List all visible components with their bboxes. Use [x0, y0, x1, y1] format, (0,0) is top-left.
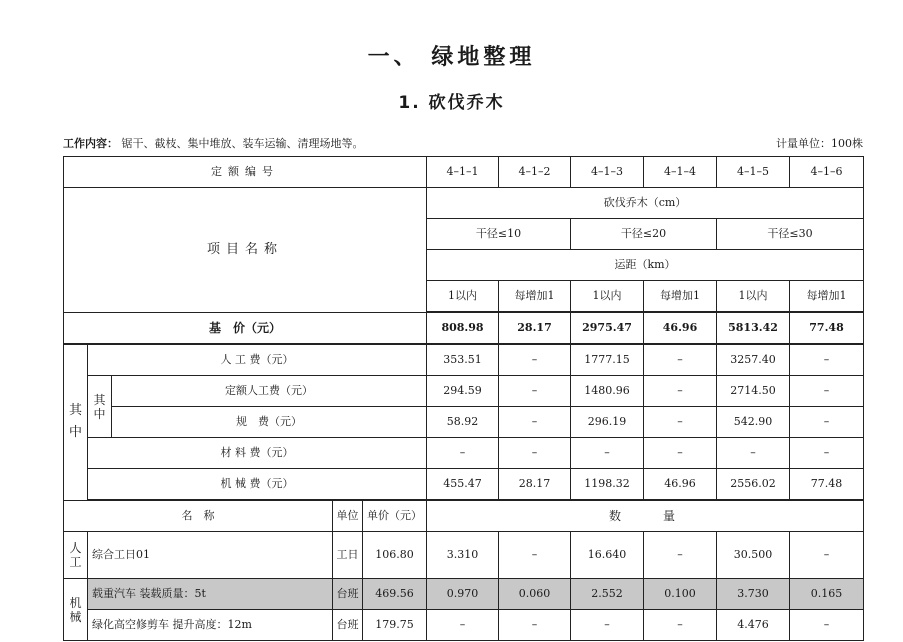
name-col-label: 名 称 — [64, 500, 333, 532]
resource-qty: – — [499, 610, 571, 641]
diameter-label: 干径≤20 — [571, 219, 717, 250]
resource-qty: 30.500 — [717, 532, 790, 579]
sub-label: 每增加1 — [644, 281, 717, 313]
sub-label: 每增加1 — [790, 281, 864, 313]
quota-labor-label: 定额人工费（元） — [112, 376, 427, 407]
base-price-cell: 2975.47 — [571, 312, 644, 344]
code-cell: 4–1–6 — [790, 157, 864, 188]
base-price-cell: 808.98 — [427, 312, 499, 344]
inner-label: 其中 — [88, 376, 112, 438]
material-label: 材 料 费（元） — [88, 438, 427, 469]
sub-label: 1以内 — [717, 281, 790, 313]
diameter-label: 干径≤10 — [427, 219, 571, 250]
base-price-cell: 46.96 — [644, 312, 717, 344]
diameter-label: 干径≤30 — [717, 219, 864, 250]
code-cell: 4–1–5 — [717, 157, 790, 188]
machine-label: 机 械 费（元） — [88, 469, 427, 501]
resource-qty: 0.970 — [427, 579, 499, 610]
sub-label: 1以内 — [427, 281, 499, 313]
base-price-row — [64, 312, 864, 344]
sub-label: 1以内 — [571, 281, 644, 313]
resource-qty: 3.310 — [427, 532, 499, 579]
resource-price: 106.80 — [363, 532, 427, 579]
quota-table — [63, 156, 864, 641]
fee-row — [64, 407, 864, 438]
quantity-label: 数 量 — [427, 500, 864, 532]
resource-price: 469.56 — [363, 579, 427, 610]
resource-row-pruner — [64, 610, 864, 641]
resource-header-row — [64, 500, 864, 532]
material-cell: – — [499, 438, 571, 469]
quota-labor-cell: – — [499, 376, 571, 407]
resource-name: 载重汽车 装载质量：5t — [88, 579, 333, 610]
item-name-label: 项目名称 — [64, 188, 427, 313]
code-row — [64, 157, 864, 188]
code-cell: 4–1–1 — [427, 157, 499, 188]
base-price-label: 基 价（元） — [64, 312, 427, 344]
labor-cell: 3257.40 — [717, 344, 790, 376]
code-label: 定额编号 — [64, 157, 427, 188]
resource-qty: – — [790, 610, 864, 641]
resource-qty: – — [571, 610, 644, 641]
resource-name: 综合工日01 — [88, 532, 333, 579]
resource-qty: – — [644, 532, 717, 579]
base-price-cell: 77.48 — [790, 312, 864, 344]
fee-label: 规 费（元） — [112, 407, 427, 438]
fee-cell: 542.90 — [717, 407, 790, 438]
material-cell: – — [717, 438, 790, 469]
fee-cell: – — [644, 407, 717, 438]
code-cell: 4–1–4 — [644, 157, 717, 188]
material-row — [64, 438, 864, 469]
machine-cell: 46.96 — [644, 469, 717, 501]
quota-labor-cell: 1480.96 — [571, 376, 644, 407]
machine-cell: 455.47 — [427, 469, 499, 501]
measure-unit: 计量单位：100株 — [776, 137, 863, 150]
base-price-cell: 28.17 — [499, 312, 571, 344]
resource-qty: 0.165 — [790, 579, 864, 610]
work-content — [63, 135, 364, 151]
material-cell: – — [427, 438, 499, 469]
fee-cell: – — [499, 407, 571, 438]
distance-label: 运距（km） — [427, 250, 864, 281]
resource-qty: 0.060 — [499, 579, 571, 610]
labor-row — [64, 344, 864, 376]
labor-cell: 353.51 — [427, 344, 499, 376]
labor-group-label: 人工 — [64, 532, 88, 579]
labor-cell: – — [644, 344, 717, 376]
resource-qty: 3.730 — [717, 579, 790, 610]
quota-labor-cell: – — [790, 376, 864, 407]
group-label: 砍伐乔木（cm） — [427, 188, 864, 219]
resource-unit: 台班 — [333, 579, 363, 610]
quota-labor-cell: – — [644, 376, 717, 407]
page-title: 一、 绿地整理 — [367, 45, 536, 70]
quota-labor-cell: 2714.50 — [717, 376, 790, 407]
resource-unit: 工日 — [333, 532, 363, 579]
work-content-label: 工作内容： — [63, 137, 118, 150]
quota-labor-cell: 294.59 — [427, 376, 499, 407]
section-title: 1. 砍伐乔木 — [398, 93, 505, 113]
resource-row-truck — [64, 579, 864, 610]
fee-cell: 296.19 — [571, 407, 644, 438]
resource-qty: 0.100 — [644, 579, 717, 610]
material-cell: – — [571, 438, 644, 469]
material-cell: – — [790, 438, 864, 469]
resource-row-labor — [64, 532, 864, 579]
resource-qty: 2.552 — [571, 579, 644, 610]
labor-cell: 1777.15 — [571, 344, 644, 376]
resource-price: 179.75 — [363, 610, 427, 641]
machine-cell: 28.17 — [499, 469, 571, 501]
machine-cell: 2556.02 — [717, 469, 790, 501]
resource-qty: – — [644, 610, 717, 641]
sub-label: 每增加1 — [499, 281, 571, 313]
base-price-cell: 5813.42 — [717, 312, 790, 344]
quota-labor-row — [64, 376, 864, 407]
resource-name: 绿化高空修剪车 提升高度：12m — [88, 610, 333, 641]
code-cell: 4–1–2 — [499, 157, 571, 188]
resource-qty: 4.476 — [717, 610, 790, 641]
labor-cell: – — [790, 344, 864, 376]
resource-qty: – — [499, 532, 571, 579]
labor-label: 人 工 费（元） — [88, 344, 427, 376]
work-content-text: 锯干、截枝、集中堆放、装车运输、清理场地等。 — [121, 137, 364, 150]
fee-cell: – — [790, 407, 864, 438]
resource-qty: 16.640 — [571, 532, 644, 579]
group-row — [64, 188, 864, 219]
machine-cell: 77.48 — [790, 469, 864, 501]
machine-cell: 1198.32 — [571, 469, 644, 501]
material-cell: – — [644, 438, 717, 469]
machine-group-label: 机械 — [64, 579, 88, 641]
of-which-label: 其中 — [64, 344, 88, 500]
resource-qty: – — [790, 532, 864, 579]
unit-price-col-label: 单价（元） — [363, 500, 427, 532]
resource-unit: 台班 — [333, 610, 363, 641]
machine-row — [64, 469, 864, 501]
code-cell: 4–1–3 — [571, 157, 644, 188]
unit-col-label: 单位 — [333, 500, 363, 532]
resource-qty: – — [427, 610, 499, 641]
fee-cell: 58.92 — [427, 407, 499, 438]
labor-cell: – — [499, 344, 571, 376]
